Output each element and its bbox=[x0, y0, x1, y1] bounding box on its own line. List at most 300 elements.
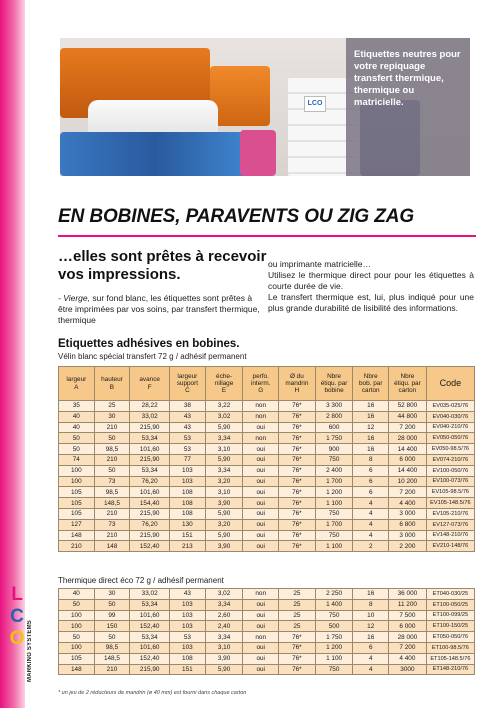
table-cell: 100 bbox=[59, 642, 95, 653]
table-cell: EV050-98.5/76 bbox=[426, 444, 474, 455]
table-cell: 76* bbox=[279, 487, 316, 498]
table-cell: 16 bbox=[353, 411, 389, 422]
table-cell: 103 bbox=[170, 610, 206, 621]
table-row bbox=[59, 498, 475, 509]
table-cell: 6 bbox=[353, 465, 389, 476]
table-cell: 3,90 bbox=[205, 653, 243, 664]
table-cell: 28 000 bbox=[389, 632, 427, 643]
table-cell: 16 bbox=[353, 589, 389, 600]
table-cell: 105 bbox=[59, 487, 95, 498]
table-cell: ET050-050/76 bbox=[426, 632, 474, 643]
table-cell: 74 bbox=[59, 454, 95, 465]
blue-label-roll bbox=[60, 132, 250, 176]
table-cell: 4 400 bbox=[389, 498, 427, 509]
logo-letter-c: C bbox=[10, 606, 24, 627]
table-cell: 40 bbox=[59, 411, 95, 422]
table2-subheading: Thermique direct éco 72 g / adhésif permanent bbox=[58, 576, 224, 585]
table-cell: EV035-025/76 bbox=[426, 401, 474, 412]
table-cell: 5,90 bbox=[205, 664, 243, 675]
table-cell: 43 bbox=[170, 589, 206, 600]
table-cell: 25 bbox=[279, 621, 316, 632]
table-cell: 3,34 bbox=[205, 433, 243, 444]
table-cell: 2 bbox=[353, 541, 389, 552]
table1-heading: Etiquettes adhésives en bobines. bbox=[58, 338, 240, 350]
footnote: * un jeu de 2 réducteurs de mandrin (ø 40 mm) est fourni dans chaque carton bbox=[58, 690, 247, 696]
table-cell: 100 bbox=[59, 465, 95, 476]
table-row bbox=[59, 589, 475, 600]
table-cell: 76* bbox=[279, 422, 316, 433]
table-cell: 35 bbox=[59, 401, 95, 412]
table-header-cell: hauteur B bbox=[94, 367, 130, 401]
logo-letter-o: O bbox=[9, 628, 25, 649]
table-cell: 215,90 bbox=[130, 530, 170, 541]
table-cell: 6 000 bbox=[389, 621, 427, 632]
intro-right-p3: Le transfert thermique est, lui, plus indiqué pour une plus grande durabilité de lisibilité des informations. bbox=[268, 292, 474, 313]
orange-label-roll-2 bbox=[210, 66, 270, 126]
table-cell: 1 750 bbox=[315, 433, 353, 444]
table-cell: 3,90 bbox=[205, 541, 243, 552]
table-cell: 12 bbox=[353, 621, 389, 632]
table-row bbox=[59, 642, 475, 653]
table-cell: 28 000 bbox=[389, 433, 427, 444]
table-cell: ET100-98.5/76 bbox=[426, 642, 474, 653]
table-cell: 127 bbox=[59, 519, 95, 530]
table-cell: 150 bbox=[94, 621, 130, 632]
table-cell: oui bbox=[243, 530, 279, 541]
table-cell: 103 bbox=[170, 642, 206, 653]
table-cell: 3,34 bbox=[205, 599, 243, 610]
table-cell: 76* bbox=[279, 498, 316, 509]
table1-subheading: Vélin blanc spécial transfert 72 g / adhésif permanent bbox=[58, 352, 247, 361]
table-cell: 4 bbox=[353, 653, 389, 664]
table-cell: 30 bbox=[94, 411, 130, 422]
table-cell: 16 bbox=[353, 401, 389, 412]
table-cell: 73 bbox=[94, 519, 130, 530]
table-cell: 50 bbox=[94, 433, 130, 444]
table-cell: 76* bbox=[279, 433, 316, 444]
table-cell: 98,5 bbox=[94, 487, 130, 498]
intro-right-p2: Utilisez le thermique direct pour pour les étiquettes à courte durée de vie. bbox=[268, 270, 474, 291]
table-cell: 6 bbox=[353, 642, 389, 653]
table-cell: 4 bbox=[353, 664, 389, 675]
table-cell: 25 bbox=[279, 599, 316, 610]
table-cell: EV040-210/76 bbox=[426, 422, 474, 433]
table-cell: 43 bbox=[170, 411, 206, 422]
table-row bbox=[59, 519, 475, 530]
table-cell: 53 bbox=[170, 444, 206, 455]
table-cell: 215,90 bbox=[130, 508, 170, 519]
table-cell: 103 bbox=[170, 465, 206, 476]
table-cell: 3,10 bbox=[205, 642, 243, 653]
table-cell: 103 bbox=[170, 476, 206, 487]
table-cell: 76* bbox=[279, 508, 316, 519]
table-cell: EV105-148.5/76 bbox=[426, 498, 474, 509]
table-cell: 3 000 bbox=[389, 508, 427, 519]
table-cell: 25 bbox=[279, 589, 316, 600]
title-underline bbox=[58, 235, 476, 237]
table-cell: oui bbox=[243, 610, 279, 621]
table-cell: 7 200 bbox=[389, 642, 427, 653]
table-cell: 900 bbox=[315, 444, 353, 455]
table-cell: EV210-148/76 bbox=[426, 541, 474, 552]
table-row bbox=[59, 599, 475, 610]
table-header-cell: largeur support C bbox=[170, 367, 206, 401]
table-cell: 76* bbox=[279, 653, 316, 664]
table-header-cell: avance F bbox=[130, 367, 170, 401]
table-cell: 50 bbox=[94, 632, 130, 643]
table-cell: 2,60 bbox=[205, 610, 243, 621]
table-cell: non bbox=[243, 433, 279, 444]
table-cell: EV100-050/76 bbox=[426, 465, 474, 476]
table-header-row bbox=[59, 367, 475, 401]
table-cell: oui bbox=[243, 664, 279, 675]
table-header-cell: Ø du mandrin H bbox=[279, 367, 316, 401]
lco-logo bbox=[6, 584, 36, 682]
table-cell: oui bbox=[243, 465, 279, 476]
table-cell: 76* bbox=[279, 642, 316, 653]
table-cell: 30 bbox=[94, 589, 130, 600]
table-cell: oui bbox=[243, 454, 279, 465]
table-cell: 750 bbox=[315, 664, 353, 675]
table-cell: 50 bbox=[59, 632, 95, 643]
table-cell: 148,5 bbox=[94, 498, 130, 509]
table-cell: 215,90 bbox=[130, 454, 170, 465]
table-row bbox=[59, 444, 475, 455]
table-cell: 210 bbox=[59, 541, 95, 552]
table-cell: 16 bbox=[353, 433, 389, 444]
table-cell: 4 400 bbox=[389, 653, 427, 664]
table-cell: 6 bbox=[353, 476, 389, 487]
table-row bbox=[59, 411, 475, 422]
table-cell: 3,20 bbox=[205, 519, 243, 530]
table-cell: ET148-210/76 bbox=[426, 664, 474, 675]
table-cell: 152,40 bbox=[130, 541, 170, 552]
table-cell: non bbox=[243, 411, 279, 422]
table-cell: 210 bbox=[94, 508, 130, 519]
table-cell: 36 000 bbox=[389, 589, 427, 600]
table-cell: 2 200 bbox=[389, 541, 427, 552]
table-cell: EV105-210/76 bbox=[426, 508, 474, 519]
table-cell: 152,40 bbox=[130, 621, 170, 632]
table-cell: 108 bbox=[170, 508, 206, 519]
table-cell: EV050-050/76 bbox=[426, 433, 474, 444]
table-cell: oui bbox=[243, 498, 279, 509]
table-cell: 100 bbox=[59, 621, 95, 632]
table-cell: 50 bbox=[94, 599, 130, 610]
table-cell: 76* bbox=[279, 476, 316, 487]
table-cell: 101,60 bbox=[130, 487, 170, 498]
table-cell: non bbox=[243, 401, 279, 412]
table-cell: 52 800 bbox=[389, 401, 427, 412]
lco-label-chip: LCO bbox=[304, 96, 326, 112]
table-cell: 50 bbox=[59, 599, 95, 610]
table-cell: 2,40 bbox=[205, 621, 243, 632]
table-cell: 5,90 bbox=[205, 508, 243, 519]
table-cell: 1 200 bbox=[315, 487, 353, 498]
table-cell: 1 200 bbox=[315, 642, 353, 653]
intro-right-p1: ou imprimante matricielle… bbox=[268, 259, 371, 269]
table-cell: 105 bbox=[59, 653, 95, 664]
table-cell: 1 700 bbox=[315, 476, 353, 487]
table-cell: 40 bbox=[59, 589, 95, 600]
table-cell: non bbox=[243, 632, 279, 643]
table-cell: 500 bbox=[315, 621, 353, 632]
table-cell: 3,34 bbox=[205, 465, 243, 476]
table-cell: 28,22 bbox=[130, 401, 170, 412]
product-table-transfer bbox=[58, 366, 475, 552]
table-cell: ET100-150/25 bbox=[426, 621, 474, 632]
table-cell: 77 bbox=[170, 454, 206, 465]
table-cell: 151 bbox=[170, 530, 206, 541]
table-cell: 53,34 bbox=[130, 599, 170, 610]
table-cell: 76* bbox=[279, 530, 316, 541]
table-cell: 750 bbox=[315, 454, 353, 465]
table-row bbox=[59, 664, 475, 675]
table-cell: oui bbox=[243, 422, 279, 433]
table-row bbox=[59, 401, 475, 412]
table-cell: 3000 bbox=[389, 664, 427, 675]
table-cell: ET040-030/25 bbox=[426, 589, 474, 600]
table-cell: 40 bbox=[59, 422, 95, 433]
table-cell: 148 bbox=[94, 541, 130, 552]
table-cell: 73 bbox=[94, 476, 130, 487]
table-row bbox=[59, 621, 475, 632]
table-cell: 103 bbox=[170, 599, 206, 610]
table-cell: 108 bbox=[170, 487, 206, 498]
table-cell: 76* bbox=[279, 411, 316, 422]
hero-caption: Etiquettes neutres pour votre repiquage transfert thermique, thermique ou matricielle. bbox=[346, 38, 470, 176]
table-cell: 3,22 bbox=[205, 401, 243, 412]
subheading: …elles sont prêtes à recevoir vos impressions. bbox=[58, 248, 267, 283]
table-cell: 16 bbox=[353, 632, 389, 643]
table-header-cell: Nbre étiqu. par carton bbox=[389, 367, 427, 401]
pink-label-roll bbox=[240, 130, 276, 176]
table-cell: 1 700 bbox=[315, 519, 353, 530]
table-cell: 5,90 bbox=[205, 454, 243, 465]
table-cell: 38 bbox=[170, 401, 206, 412]
table-cell: 76,20 bbox=[130, 476, 170, 487]
table-row bbox=[59, 610, 475, 621]
table-cell: 99 bbox=[94, 610, 130, 621]
table-cell: 25 bbox=[94, 401, 130, 412]
table-cell: 1 100 bbox=[315, 498, 353, 509]
table-cell: 7 200 bbox=[389, 422, 427, 433]
table-cell: 101,60 bbox=[130, 610, 170, 621]
table-header-cell: Code bbox=[426, 367, 474, 401]
table-cell: oui bbox=[243, 642, 279, 653]
table-cell: 152,40 bbox=[130, 653, 170, 664]
table-cell: 148,5 bbox=[94, 653, 130, 664]
table-cell: 50 bbox=[59, 444, 95, 455]
intro-left-text bbox=[58, 293, 268, 326]
table-cell: 14 400 bbox=[389, 465, 427, 476]
table-row bbox=[59, 422, 475, 433]
table-cell: 108 bbox=[170, 498, 206, 509]
table-cell: 1 400 bbox=[315, 599, 353, 610]
table-cell: 105 bbox=[59, 498, 95, 509]
table-row bbox=[59, 454, 475, 465]
table-cell: 148 bbox=[59, 664, 95, 675]
table-cell: oui bbox=[243, 444, 279, 455]
table-cell: 53,34 bbox=[130, 433, 170, 444]
table-cell: ET105-148.5/76 bbox=[426, 653, 474, 664]
table-cell: ET100-050/25 bbox=[426, 599, 474, 610]
table-cell: 53,34 bbox=[130, 465, 170, 476]
table-cell: 154,40 bbox=[130, 498, 170, 509]
table-cell: 3,10 bbox=[205, 444, 243, 455]
table-cell: 50 bbox=[59, 433, 95, 444]
table-cell: 76* bbox=[279, 541, 316, 552]
table-cell: 101,60 bbox=[130, 444, 170, 455]
table-cell: 33,02 bbox=[130, 589, 170, 600]
table-cell: 213 bbox=[170, 541, 206, 552]
page-title: EN BOBINES, PARAVENTS OU ZIG ZAG bbox=[58, 206, 415, 227]
table-header-cell: éche- nillage E bbox=[205, 367, 243, 401]
table-cell: 6 000 bbox=[389, 454, 427, 465]
table-cell: oui bbox=[243, 476, 279, 487]
table-cell: 76,20 bbox=[130, 519, 170, 530]
table-cell: 7 200 bbox=[389, 487, 427, 498]
table-cell: oui bbox=[243, 519, 279, 530]
table-cell: 1 100 bbox=[315, 653, 353, 664]
table-cell: 44 800 bbox=[389, 411, 427, 422]
table-cell: 76* bbox=[279, 519, 316, 530]
product-table-thermal bbox=[58, 588, 475, 675]
table-row bbox=[59, 632, 475, 643]
table-cell: oui bbox=[243, 541, 279, 552]
table-cell: 53 bbox=[170, 433, 206, 444]
table-cell: non bbox=[243, 589, 279, 600]
intro-lead: - Vierge, bbox=[58, 293, 90, 303]
table-cell: 210 bbox=[94, 664, 130, 675]
table-header-cell: largeur A bbox=[59, 367, 95, 401]
table-cell: 76* bbox=[279, 632, 316, 643]
table-cell: 108 bbox=[170, 653, 206, 664]
table-cell: 53,34 bbox=[130, 632, 170, 643]
table-cell: 4 bbox=[353, 498, 389, 509]
table-cell: 3 300 bbox=[315, 401, 353, 412]
table-cell: 25 bbox=[279, 610, 316, 621]
table-row bbox=[59, 653, 475, 664]
table-cell: 210 bbox=[94, 454, 130, 465]
table-cell: 130 bbox=[170, 519, 206, 530]
logo-subtitle: MARKING SYSTEMS bbox=[27, 619, 33, 682]
table-cell: ET100-099/25 bbox=[426, 610, 474, 621]
intro-right-text bbox=[268, 259, 474, 314]
table-cell: 53 bbox=[170, 632, 206, 643]
table-cell: 600 bbox=[315, 422, 353, 433]
table-row bbox=[59, 487, 475, 498]
table-cell: EV105-98.5/76 bbox=[426, 487, 474, 498]
table-cell: EV074-210/76 bbox=[426, 454, 474, 465]
table-cell: 101,60 bbox=[130, 642, 170, 653]
table-cell: 105 bbox=[59, 508, 95, 519]
table-cell: 5,90 bbox=[205, 530, 243, 541]
table-cell: 210 bbox=[94, 422, 130, 433]
table-cell: oui bbox=[243, 487, 279, 498]
table-cell: 3,34 bbox=[205, 632, 243, 643]
table-cell: oui bbox=[243, 653, 279, 664]
table-row bbox=[59, 465, 475, 476]
table-cell: 5,90 bbox=[205, 422, 243, 433]
table-cell: 76* bbox=[279, 465, 316, 476]
table-cell: 11 200 bbox=[389, 599, 427, 610]
table-cell: 148 bbox=[59, 530, 95, 541]
table-cell: 8 bbox=[353, 454, 389, 465]
table-cell: EV148-210/76 bbox=[426, 530, 474, 541]
table-cell: 98,5 bbox=[94, 642, 130, 653]
table-cell: 4 bbox=[353, 519, 389, 530]
table-cell: 76* bbox=[279, 401, 316, 412]
table-cell: 210 bbox=[94, 530, 130, 541]
logo-letter-l: L bbox=[11, 584, 23, 605]
table-cell: 1 750 bbox=[315, 632, 353, 643]
logo-letters bbox=[7, 584, 27, 682]
table-cell: 14 400 bbox=[389, 444, 427, 455]
table-cell: 12 bbox=[353, 422, 389, 433]
table-cell: 3,02 bbox=[205, 411, 243, 422]
table-header-cell: perfo. interm. G bbox=[243, 367, 279, 401]
table-cell: 10 200 bbox=[389, 476, 427, 487]
table-cell: 3,90 bbox=[205, 498, 243, 509]
table-header-cell: Nbre bob. par carton bbox=[353, 367, 389, 401]
table-cell: 2 250 bbox=[315, 589, 353, 600]
table-cell: 3,02 bbox=[205, 589, 243, 600]
table-cell: 10 bbox=[353, 610, 389, 621]
table-header-cell: Nbre étiqu. par bobine bbox=[315, 367, 353, 401]
table-cell: 1 100 bbox=[315, 541, 353, 552]
table-cell: oui bbox=[243, 508, 279, 519]
table-cell: oui bbox=[243, 621, 279, 632]
table-cell: 6 800 bbox=[389, 519, 427, 530]
table-cell: oui bbox=[243, 599, 279, 610]
table-cell: 2 400 bbox=[315, 465, 353, 476]
table-cell: 3 000 bbox=[389, 530, 427, 541]
table-cell: EV100-073/76 bbox=[426, 476, 474, 487]
table-row bbox=[59, 476, 475, 487]
table-row bbox=[59, 508, 475, 519]
table-cell: 100 bbox=[59, 610, 95, 621]
table-cell: 76* bbox=[279, 664, 316, 675]
table-cell: 750 bbox=[315, 530, 353, 541]
table-cell: 3,20 bbox=[205, 476, 243, 487]
table-cell: 6 bbox=[353, 487, 389, 498]
table-cell: 103 bbox=[170, 621, 206, 632]
table-row bbox=[59, 530, 475, 541]
table-cell: 43 bbox=[170, 422, 206, 433]
table-cell: 2 800 bbox=[315, 411, 353, 422]
table-cell: EV040-030/76 bbox=[426, 411, 474, 422]
table-row bbox=[59, 433, 475, 444]
table-cell: 76* bbox=[279, 454, 316, 465]
table-cell: 750 bbox=[315, 610, 353, 621]
table-cell: 8 bbox=[353, 599, 389, 610]
table-cell: 3,10 bbox=[205, 487, 243, 498]
table-cell: 750 bbox=[315, 508, 353, 519]
table-cell: 50 bbox=[94, 465, 130, 476]
table-cell: 16 bbox=[353, 444, 389, 455]
table-cell: 100 bbox=[59, 476, 95, 487]
intro-body: sur fond blanc, les étiquettes sont prêtes à être imprimées par vos soins, par transfert thermique, thermique bbox=[58, 293, 260, 325]
table-cell: 4 bbox=[353, 530, 389, 541]
table-cell: 76* bbox=[279, 444, 316, 455]
table-cell: 215,90 bbox=[130, 422, 170, 433]
table-cell: 33,02 bbox=[130, 411, 170, 422]
table-cell: 215,90 bbox=[130, 664, 170, 675]
table-cell: 98,5 bbox=[94, 444, 130, 455]
table-cell: EV127-073/76 bbox=[426, 519, 474, 530]
table-cell: 4 bbox=[353, 508, 389, 519]
